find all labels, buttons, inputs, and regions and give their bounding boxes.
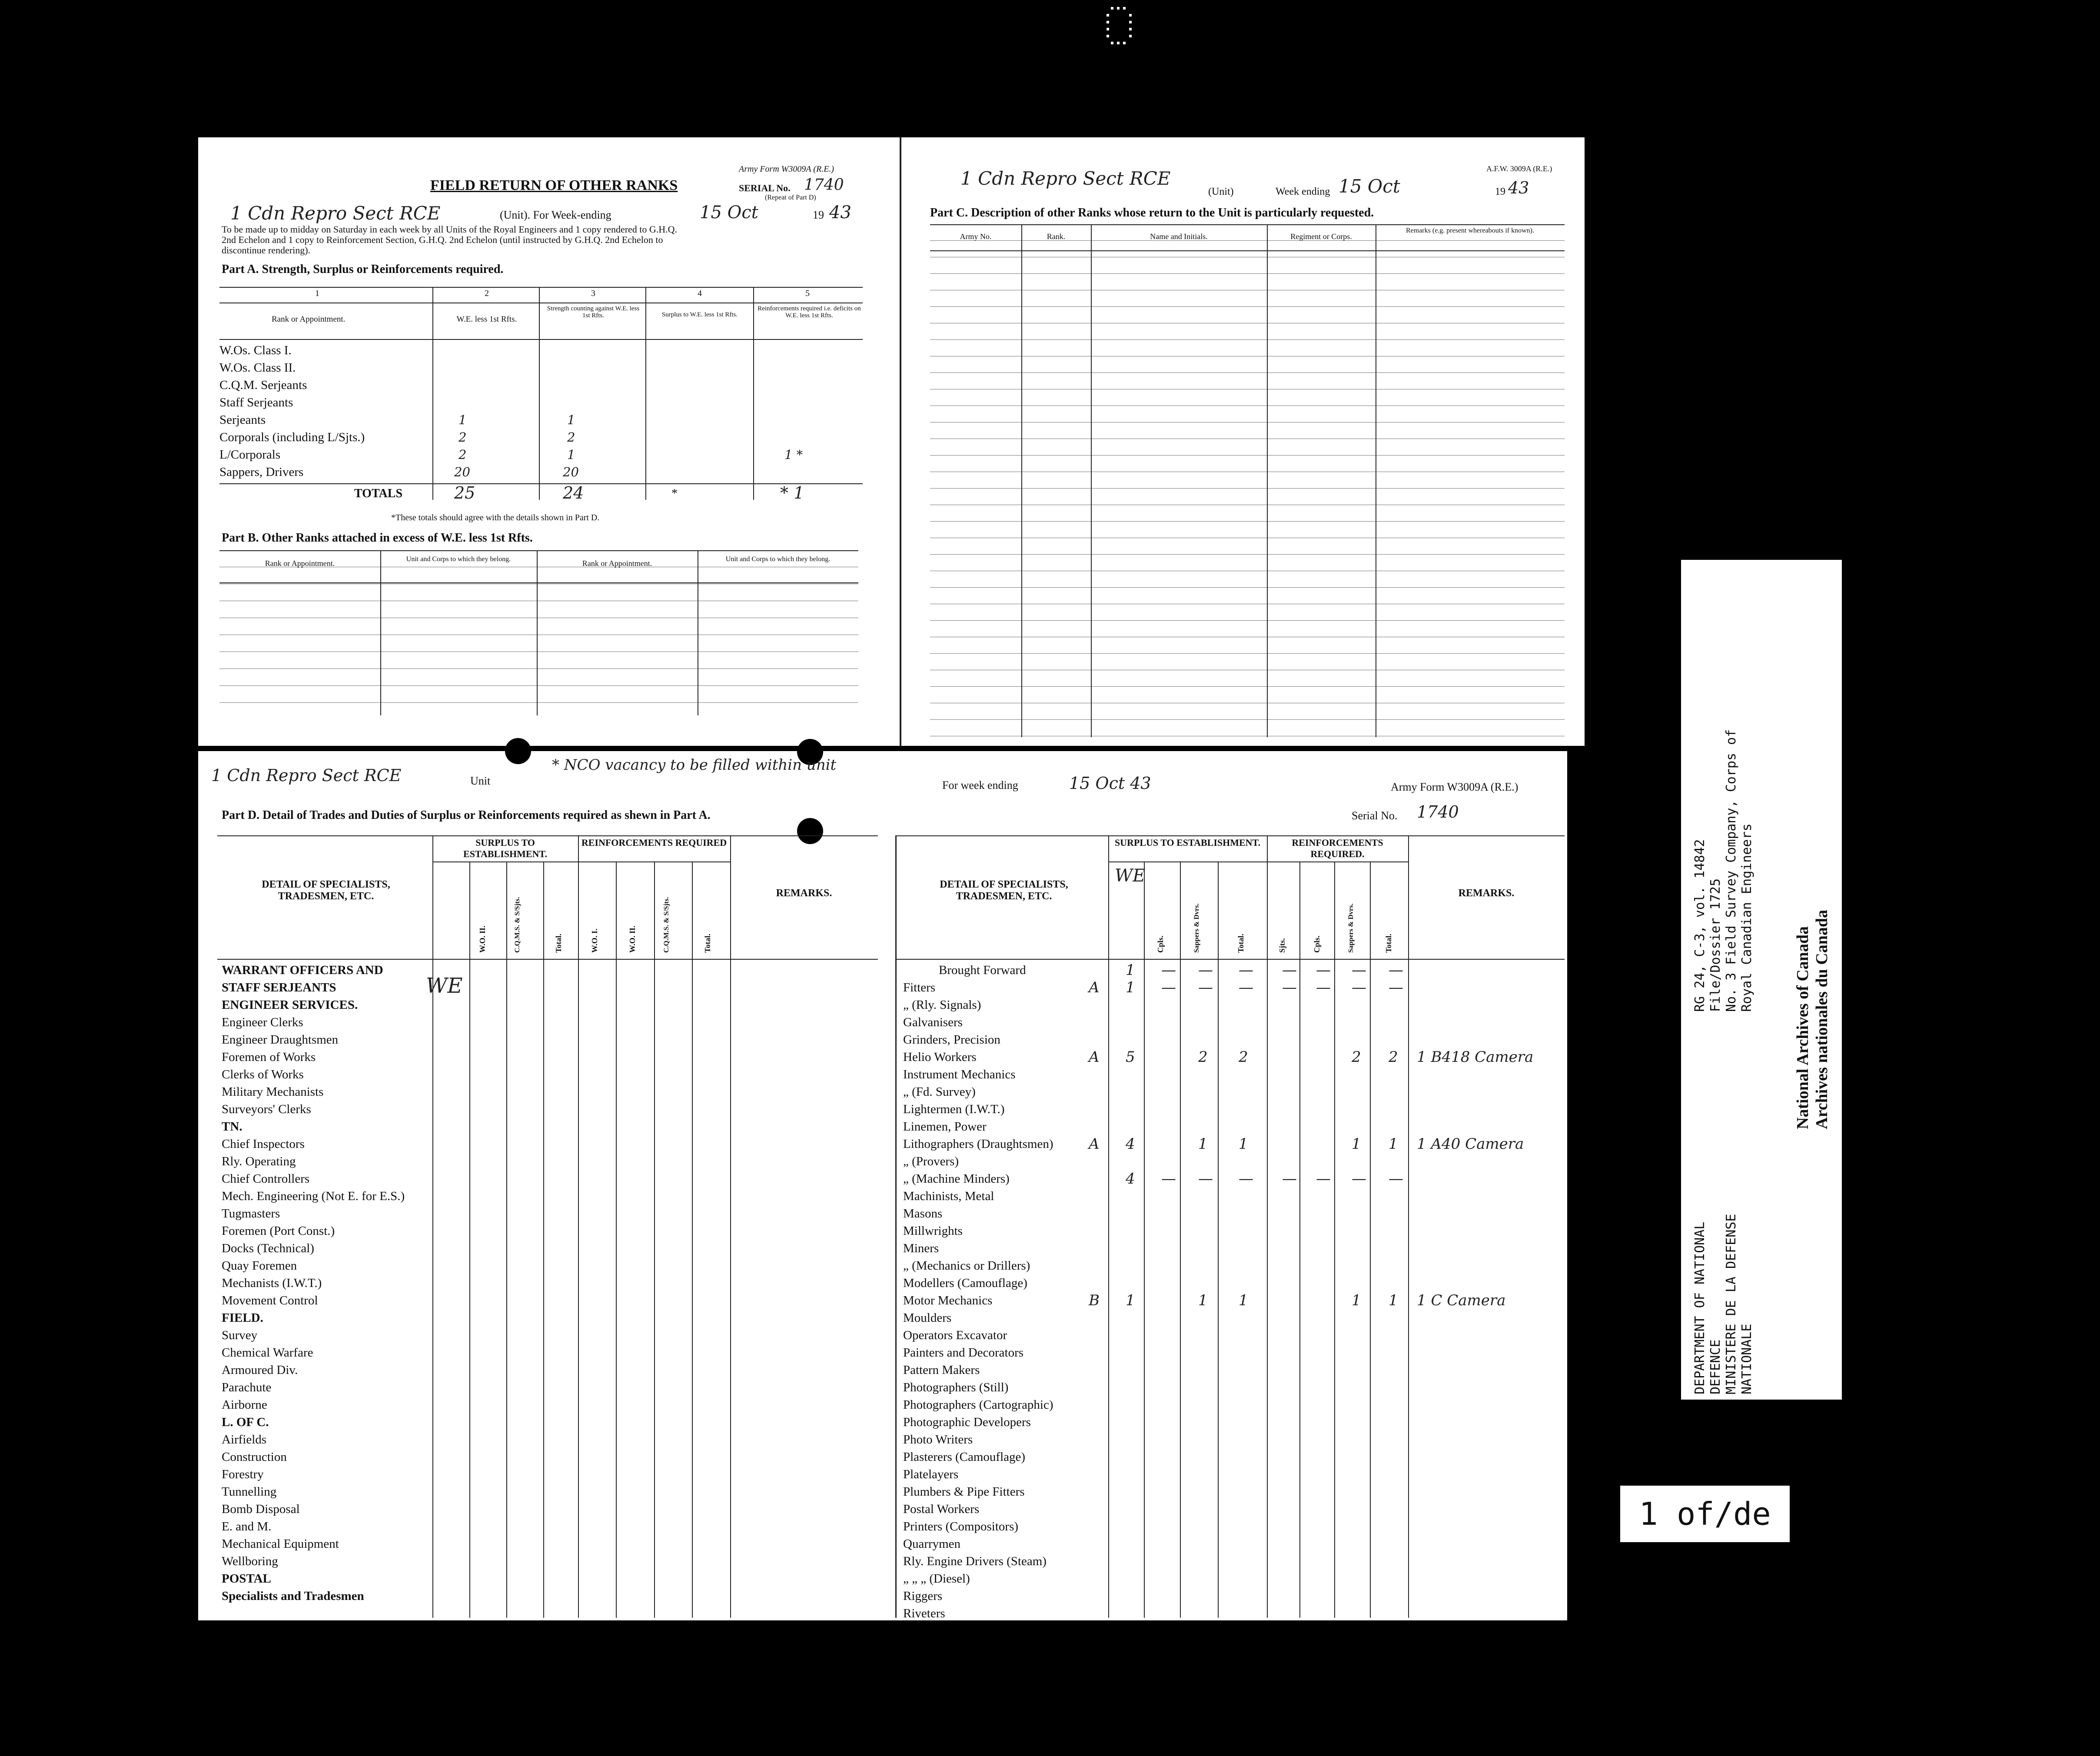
part-b-header-rank-1: Rank or Appointment.	[265, 559, 335, 568]
archive-name: National Archives of Canada Archives nationales du Canada	[1794, 909, 1831, 1129]
trade-cell: 2	[1198, 1048, 1208, 1066]
col-header-reinforcements: Reinforcements required i.e. deficits on W.E. less 1st Rfts.	[758, 305, 861, 319]
trade-row: Foremen of Works	[222, 1050, 316, 1064]
bottom-week-label: For week ending	[942, 779, 1018, 792]
col-header-we: W.E. less 1st Rfts.	[456, 315, 517, 324]
trade-cell: 1	[1239, 1135, 1248, 1153]
form-code: Army Form W3009A (R.E.)	[739, 164, 834, 174]
total-reinforcements: * 1	[780, 483, 804, 502]
trade-row: Airfields	[222, 1433, 267, 1447]
trade-cell: 1	[1198, 1135, 1208, 1153]
trade-cell: 1	[1239, 1292, 1248, 1309]
trade-label: „ (Fd. Survey)	[903, 1085, 976, 1099]
trade-label: Photo Writers	[903, 1433, 973, 1447]
sheet-fold-line	[900, 137, 901, 746]
trade-cell: 5	[1126, 1048, 1135, 1066]
trade-row	[895, 1500, 1565, 1518]
right-remarks-header: REMARKS.	[1458, 888, 1515, 899]
trade-row	[895, 1466, 1565, 1483]
trade-cell: —	[1352, 961, 1366, 979]
trade-cell: 4	[1126, 1170, 1135, 1187]
part-b-title: Part B. Other Ranks attached in excess of W.E. less 1st Rfts.	[222, 531, 533, 545]
part-b-table	[219, 550, 858, 715]
trade-cell: 1	[1352, 1292, 1361, 1309]
trade-label: „ (Provers)	[903, 1154, 959, 1168]
trade-row: Specialists and Tradesmen	[222, 1589, 364, 1603]
week-label-right: Week ending	[1276, 186, 1330, 197]
bottom-note-handwritten: * NCO vacancy to be filled within unit	[552, 756, 837, 774]
department-name: DEPARTMENT OF NATIONAL DEFENCE MINISTERE DE LA DEFENSE NATIONALE	[1692, 1214, 1754, 1394]
part-c-header-army-no: Army No.	[960, 232, 992, 241]
bottom-unit-handwritten: 1 Cdn Repro Sect RCE	[211, 766, 402, 785]
right-rows	[895, 961, 1565, 1622]
trade-label: Modellers (Camouflage)	[903, 1276, 1027, 1290]
trade-label: Lithographers (Draughtsmen)	[903, 1137, 1053, 1151]
left-sub-header: Total.	[703, 934, 712, 953]
trade-label: Galvanisers	[903, 1015, 963, 1029]
trade-label: Riveters	[903, 1606, 945, 1620]
part-d-left-table	[217, 835, 878, 1618]
trade-label: Operators Excavator	[903, 1328, 1007, 1342]
part-b-header-rank-2: Rank or Appointment.	[582, 559, 652, 568]
trade-label: Brought Forward	[939, 963, 1026, 977]
form-code-right: A.F.W. 3009A (R.E.)	[1486, 164, 1552, 173]
trade-row: Parachute	[222, 1380, 272, 1394]
trade-cell: —	[1352, 1170, 1366, 1187]
trade-row: Chemical Warfare	[222, 1346, 313, 1360]
year-prefix-right: 19	[1495, 186, 1505, 197]
trade-row	[895, 1274, 1565, 1292]
trade-label: Quarrymen	[903, 1537, 961, 1551]
right-sub-header: Sappers & Dvrs.	[1193, 903, 1200, 953]
trade-row	[895, 1257, 1565, 1274]
left-remarks-header: REMARKS.	[776, 888, 832, 899]
trade-row: Mechanical Equipment	[222, 1537, 339, 1551]
col-num-1: 1	[315, 289, 319, 298]
trade-row: Forestry	[222, 1467, 264, 1481]
trade-row: Airborne	[222, 1398, 267, 1412]
part-a-title: Part A. Strength, Surplus or Reinforcements required.	[222, 263, 504, 276]
trade-cell: —	[1198, 961, 1213, 979]
trade-row	[895, 1205, 1565, 1222]
right-sub-header: Sappers & Dvrs.	[1347, 903, 1355, 953]
part-c-header-rank: Rank.	[1047, 232, 1066, 241]
trade-cell: —	[1161, 961, 1176, 979]
trade-group-mark: A	[1089, 1135, 1100, 1153]
part-d-right-table	[895, 835, 1565, 1618]
trade-label: Millwrights	[903, 1224, 963, 1238]
bottom-serial-handwritten: 1740	[1417, 802, 1459, 821]
col-header-strength: Strength counting against W.E. less 1st Rfts.	[547, 305, 640, 319]
trade-label: Platelayers	[903, 1467, 959, 1481]
archive-reference: RG 24, C-3, vol. 14842 File/Dossier 1725 No. 3 Field Survey Company, Corps of Royal Canadian Engineers	[1692, 729, 1754, 1012]
trade-row	[895, 1083, 1565, 1101]
trade-label: Motor Mechanics	[903, 1294, 993, 1307]
part-c-header-remarks: Remarks (e.g. present whereabouts if known).	[1406, 227, 1535, 234]
trade-label: Plasterers (Camouflage)	[903, 1450, 1026, 1464]
left-sub-header: C.Q.M.S. & S/Sjts.	[514, 897, 521, 953]
trade-row	[895, 1101, 1565, 1118]
trade-remark: 1 B418 Camera	[1417, 1048, 1534, 1066]
archive-label-card	[1681, 560, 1842, 1400]
left-sub-header: C.Q.M.S. & S/Sjts.	[663, 897, 670, 953]
trade-cell: —	[1352, 979, 1366, 996]
trade-label: Masons	[903, 1207, 943, 1221]
instructions: To be made up to midday on Saturday in each week by all Units of the Royal Engineers and 1 copy rendered to G.H.Q. 2nd Echelon and 1 copy to Reinforcement Section, G.H.Q. 2nd Echelon (until instructed by G.H.Q. 2nd Echelon to discontinue rendering).	[222, 224, 678, 256]
part-a-row: Corporals (including L/Sjts.) 2 2	[219, 430, 575, 445]
trade-row	[895, 1066, 1565, 1083]
part-c-header-name: Name and Initials.	[1150, 232, 1208, 241]
trade-row	[895, 1170, 1565, 1187]
trade-group-mark: A	[1089, 1048, 1100, 1066]
trade-row: Mechanists (I.W.T.)	[222, 1276, 322, 1290]
trade-row: ENGINEER SERVICES.	[222, 998, 358, 1012]
trade-label: Rly. Engine Drivers (Steam)	[903, 1554, 1047, 1568]
trade-cell: 1	[1198, 1292, 1208, 1309]
trade-row	[895, 1309, 1565, 1327]
trade-row	[895, 1344, 1565, 1361]
trade-cell: 1	[1352, 1135, 1361, 1153]
punch-hole	[505, 738, 531, 764]
left-reinf-header: REINFORCEMENTS REQUIRED	[581, 837, 727, 848]
trade-row: Foremen (Port Const.)	[222, 1224, 335, 1238]
trade-label: Postal Workers	[903, 1502, 980, 1516]
trade-row	[895, 1570, 1565, 1587]
trade-row: Tugmasters	[222, 1207, 280, 1221]
trade-row: Tunnelling	[222, 1485, 277, 1499]
trade-cell: —	[1239, 961, 1253, 979]
trade-row: Chief Inspectors	[222, 1137, 305, 1151]
left-sub-header: W.O. I.	[590, 928, 599, 953]
trade-row	[895, 1153, 1565, 1170]
trade-row	[895, 1135, 1565, 1153]
trade-cell: —	[1198, 1170, 1213, 1187]
trade-label: „ (Rly. Signals)	[903, 998, 981, 1012]
trade-row: Construction	[222, 1450, 287, 1464]
trade-row	[895, 1361, 1565, 1379]
trade-cell: —	[1282, 1170, 1297, 1187]
trade-cell: 1	[1389, 1135, 1398, 1153]
trade-row: Mech. Engineering (Not E. for E.S.)	[222, 1189, 405, 1203]
trade-row: L. OF C.	[222, 1415, 269, 1429]
trade-cell: —	[1316, 961, 1331, 979]
part-a-row: L/Corporals 2 1 1 *	[219, 447, 803, 462]
right-sub-header: Total.	[1384, 934, 1393, 953]
right-detail-header: DETAIL OF SPECIALISTS, TRADESMEN, ETC.	[940, 879, 1068, 902]
part-a-row: W.Os. Class II.	[219, 361, 296, 375]
trade-label: Machinists, Metal	[903, 1189, 994, 1203]
trade-row	[895, 996, 1565, 1014]
trade-row: Movement Control	[222, 1294, 318, 1307]
part-d-title: Part D. Detail of Trades and Duties of Surplus or Reinforcements required as shewn in Part A.	[222, 808, 711, 822]
trade-row	[895, 1048, 1565, 1066]
trade-cell: —	[1389, 961, 1403, 979]
part-a-row: C.Q.M. Serjeants	[219, 378, 307, 392]
right-sub-header: Total.	[1236, 934, 1245, 953]
trade-cell: —	[1282, 961, 1297, 979]
trade-label: Instrument Mechanics	[903, 1068, 1016, 1081]
year-handwritten: 43	[829, 203, 851, 223]
trade-row	[895, 979, 1565, 996]
week-handwritten: 15 Oct	[700, 203, 758, 223]
right-sub-header: WE	[1115, 866, 1146, 886]
trade-remark: 1 A40 Camera	[1417, 1135, 1524, 1153]
part-a-row: Staff Serjeants	[219, 396, 293, 409]
bottom-serial-label: Serial No.	[1352, 809, 1398, 822]
form-title: FIELD RETURN OF OTHER RANKS	[430, 177, 678, 193]
col-num-3: 3	[591, 289, 595, 298]
trade-row: Engineer Draughtsmen	[222, 1033, 339, 1047]
col-header-surplus: Surplus to W.E. less 1st Rfts.	[661, 311, 738, 318]
trade-row	[895, 1448, 1565, 1466]
serial-label: SERIAL No.	[739, 183, 791, 193]
trade-label: „ (Machine Minders)	[903, 1172, 1010, 1186]
trade-label: Linemen, Power	[903, 1120, 987, 1134]
unit-handwritten-right: 1 Cdn Repro Sect RCE	[960, 168, 1171, 189]
part-a-table	[219, 287, 863, 504]
trade-row	[895, 1327, 1565, 1344]
year-prefix: 19	[813, 209, 824, 221]
trade-label: Painters and Decorators	[903, 1346, 1024, 1360]
left-sub-header: Total.	[554, 934, 563, 953]
trade-row: Military Mechanists	[222, 1085, 324, 1099]
left-hand-mark: WE	[426, 974, 463, 998]
trade-label: Plumbers & Pipe Fitters	[903, 1485, 1025, 1499]
trade-cell: —	[1161, 1170, 1176, 1187]
trade-row: POSTAL	[222, 1572, 271, 1586]
bottom-army-form: Army Form W3009A (R.E.)	[1391, 781, 1519, 793]
trade-row: Clerks of Works	[222, 1068, 304, 1081]
trade-label: „ „ „ (Diesel)	[903, 1572, 970, 1586]
trade-row: Quay Foremen	[222, 1259, 297, 1273]
week-handwritten-right: 15 Oct	[1339, 176, 1400, 197]
trade-row	[895, 1535, 1565, 1553]
trade-row	[895, 1396, 1565, 1413]
trade-row: Wellboring	[222, 1554, 278, 1568]
col-num-5: 5	[805, 289, 810, 298]
trade-cell: 2	[1352, 1048, 1361, 1066]
part-c-title: Part C. Description of other Ranks whose return to the Unit is particularly requested.	[930, 206, 1374, 220]
right-sub-header: Cpls.	[1156, 935, 1165, 953]
left-detail-header: DETAIL OF SPECIALISTS, TRADESMEN, ETC.	[262, 879, 390, 902]
left-surplus-header: SURPLUS TO ESTABLISHMENT.	[463, 837, 547, 859]
trade-row: E. and M.	[222, 1520, 272, 1533]
trade-remark: 1 C Camera	[1417, 1292, 1506, 1309]
trade-row	[895, 1031, 1565, 1048]
trade-cell: 2	[1389, 1048, 1398, 1066]
left-sub-header: W.O. II.	[628, 925, 637, 953]
trade-row	[895, 1605, 1565, 1622]
trade-label: Riggers	[903, 1589, 943, 1603]
trade-label: Printers (Compositors)	[903, 1520, 1019, 1533]
trade-row: Chief Controllers	[222, 1172, 310, 1186]
trade-row	[895, 1518, 1565, 1535]
trade-row	[895, 1553, 1565, 1570]
totals-note: *These totals should agree with the details shown in Part D.	[391, 513, 600, 522]
trade-label: Photographers (Cartographic)	[903, 1398, 1053, 1412]
unit-label: (Unit). For Week-ending	[500, 209, 611, 221]
trade-cell: 1	[1389, 1292, 1398, 1309]
trade-row	[895, 1118, 1565, 1135]
trade-row	[895, 1483, 1565, 1500]
trade-label: Photographic Developers	[903, 1415, 1031, 1429]
trade-row	[895, 1379, 1565, 1396]
trade-row	[895, 961, 1565, 979]
trade-group-mark: A	[1089, 979, 1100, 996]
total-strength: 24	[563, 483, 584, 502]
trade-row	[895, 1587, 1565, 1605]
bottom-unit-label: Unit	[470, 775, 491, 787]
trade-row: Rly. Operating	[222, 1154, 296, 1168]
trade-row: Survey	[222, 1328, 258, 1342]
serial-value: 1740	[804, 176, 844, 194]
trade-cell: —	[1316, 979, 1331, 996]
trade-cell: —	[1239, 979, 1253, 996]
trade-cell: —	[1389, 979, 1403, 996]
part-a-row: W.Os. Class I.	[219, 343, 292, 357]
trade-group-mark: B	[1089, 1292, 1100, 1309]
trade-label: Pattern Makers	[903, 1363, 980, 1377]
right-sub-header: Sjts.	[1278, 938, 1286, 953]
trade-cell: —	[1239, 1170, 1253, 1187]
right-sub-header: Cpls.	[1312, 935, 1321, 953]
part-c-header-regiment: Regiment or Corps.	[1290, 232, 1352, 241]
bottom-week-handwritten: 15 Oct 43	[1069, 774, 1151, 793]
trade-row	[895, 1014, 1565, 1031]
trade-label: Fitters	[903, 981, 936, 994]
part-a-row: Serjeants 1 1	[219, 412, 575, 427]
part-a-row: Sappers, Drivers 20 20	[219, 465, 579, 479]
trade-row: Docks (Technical)	[222, 1241, 314, 1255]
unit-handwritten: 1 Cdn Repro Sect RCE	[230, 203, 441, 224]
trade-row	[895, 1431, 1565, 1448]
unit-label-right: (Unit)	[1208, 186, 1234, 197]
trade-cell: 1	[1126, 961, 1135, 979]
trade-row	[895, 1292, 1565, 1309]
totals-label: TOTALS	[354, 487, 403, 500]
trade-row: Bomb Disposal	[222, 1502, 300, 1516]
total-we: 25	[454, 483, 475, 502]
trade-row	[895, 1240, 1565, 1257]
trade-label: „ (Mechanics or Drillers)	[903, 1259, 1030, 1273]
part-b-header-unit-1: Unit and Corps to which they belong.	[406, 555, 511, 563]
part-b-header-unit-2: Unit and Corps to which they belong.	[725, 555, 831, 563]
trade-cell: —	[1389, 1170, 1403, 1187]
trade-row: Armoured Div.	[222, 1363, 298, 1377]
trade-label: Photographers (Still)	[903, 1380, 1009, 1394]
trade-row	[895, 1413, 1565, 1431]
trade-cell: 2	[1239, 1048, 1248, 1066]
trade-label: Lightermen (I.W.T.)	[903, 1102, 1005, 1116]
trade-label: Helio Workers	[903, 1050, 977, 1064]
right-reinf-header: REINFORCEMENTS REQUIRED.	[1292, 837, 1383, 859]
trade-cell: 4	[1126, 1135, 1135, 1153]
trade-label: Moulders	[903, 1311, 952, 1325]
trade-cell: —	[1282, 979, 1297, 996]
col-num-4: 4	[698, 289, 702, 298]
trade-cell: —	[1198, 979, 1213, 996]
scanner-mark-icon	[1102, 3, 1137, 47]
trade-cell: 1	[1126, 1292, 1135, 1309]
trade-label: Miners	[903, 1241, 939, 1255]
trade-cell: 1	[1126, 979, 1135, 996]
trade-row	[895, 1187, 1565, 1205]
trade-row: STAFF SERJEANTS	[222, 981, 336, 994]
trade-row: FIELD.	[222, 1311, 263, 1325]
trade-row: Surveyors' Clerks	[222, 1102, 311, 1116]
trade-row: TN.	[222, 1120, 243, 1134]
part-c-table	[930, 224, 1565, 737]
serial-note: (Repeat of Part D)	[765, 194, 816, 201]
col-header-rank: Rank or Appointment.	[272, 315, 346, 324]
year-handwritten-right: 43	[1508, 178, 1529, 197]
trade-row: Engineer Clerks	[222, 1015, 303, 1029]
page-count-badge: 1 of/de	[1620, 1486, 1790, 1542]
trade-cell: —	[1316, 1170, 1331, 1187]
col-num-2: 2	[485, 289, 489, 298]
left-sub-header: W.O. II.	[478, 925, 487, 953]
total-surplus: *	[671, 487, 678, 500]
trade-cell: —	[1161, 979, 1176, 996]
right-surplus-header: SURPLUS TO ESTABLISHMENT.	[1114, 837, 1261, 848]
trade-row: WARRANT OFFICERS AND	[222, 963, 383, 977]
trade-row	[895, 1222, 1565, 1240]
trade-label: Grinders, Precision	[903, 1033, 1000, 1047]
